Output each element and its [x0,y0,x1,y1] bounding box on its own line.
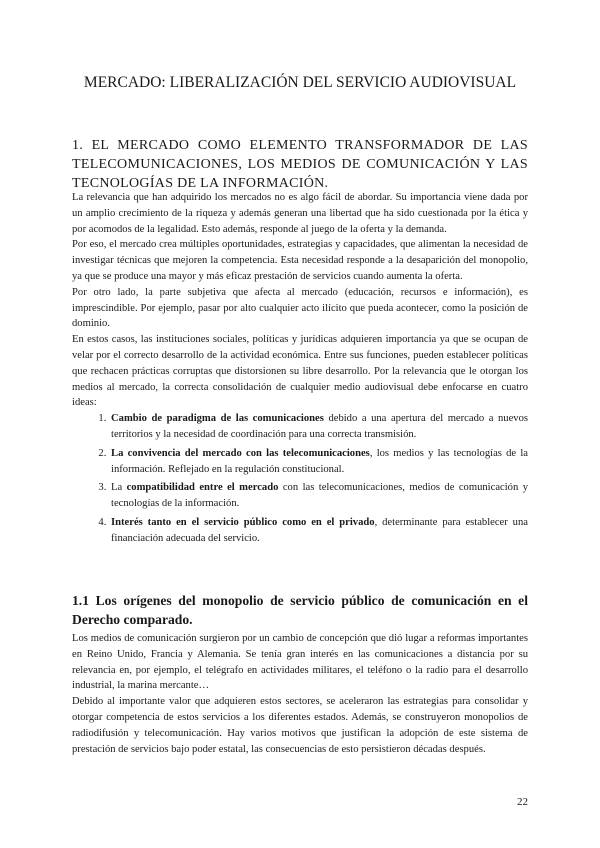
paragraph: Los medios de comunicación surgieron por un cambio de concepción que dió lugar a reformas importantes en Reino Unido, Francia y Alemania. Se tenía gran interés en las comunicaciones a distancia por su relevancia en, por ejemplo, el telégrafo en actividades militares, el teléfono o la radio para el desarrollo industrial, la marina mercante… [72,633,528,692]
paragraph: Debido al importante valor que adquieren estos sectores, se aceleraron las estrategias para consolidar y otorgar competencia de estos servicios a los diferentes estados. Además, se construyeron monopolios de radiodifusión y telecomunicación. Hay varios motivos que justifican la adopción de este sistema de prestación de servicios bajo poder estatal, las consecuencias de esto persistieron décadas después. [72,696,528,755]
list-item-bold: Cambio de paradigma de las comunicaciones [111,413,324,425]
section-1-heading: 1. EL MERCADO COMO ELEMENTO TRANSFORMADOR DE LAS TELECOMUNICACIONES, LOS MEDIOS DE COMUNICACIÓN Y LAS TECNOLOGÍAS DE LA INFORMACIÓN. [72,138,528,191]
list-item-prefix: La [111,482,127,494]
section-1-1-heading: 1.1 Los orígenes del monopolio de servicio público de comunicación en el Derecho comparado. [72,593,528,627]
list-item [109,515,528,547]
paragraph: Por otro lado, la parte subjetiva que afecta al mercado (educación, recursos e información), es imprescindible. Por ejemplo, pasar por alto cualquier acto ilícito que pueda acontecer, como la posición de dominio. [72,286,528,330]
list-item-bold: compatibilidad entre el mercado [126,482,279,494]
list-item [109,446,528,478]
list-item-text: , determinante para establecer una financiación adecuada del servicio. [111,516,528,544]
paragraph: Por eso, el mercado crea múltiples oportunidades, estrategias y capacidades, que alimentan la necesidad de investigar técnicas que mejoren la competencia. Esta necesidad responde a la desaparición del monopolio, ya que se produce una mayor y más eficaz prestación de servicios cuando aumenta la oferta. [72,239,528,282]
section-1-1-body [72,631,528,757]
section-1-body [72,190,528,547]
document-title: MERCADO: LIBERALIZACIÓN DEL SERVICIO AUDIOVISUAL [83,74,517,91]
list-item [109,411,528,443]
ideas-list [72,411,528,546]
paragraph: En estos casos, las instituciones sociales, políticas y jurídicas adquieren importancia ya que se ocupan de velar por el correcto desarrollo de la actividad económica. Entre sus funciones, pueden establecer políticas que rechacen prácticas corruptas que distorsionen su libre desarrollo. Por la relevancia que le otorgan los medios al mercado, la correcta consolidación de cualquier medio audiovisual debe enfocarse en cuatro ideas: [72,334,528,409]
list-item-text: con las telecomunicaciones, medios de comunicación y tecnologías de la información. [111,482,528,510]
list-item-bold: Interés tanto en el servicio público como en el privado [111,516,375,528]
list-item [109,480,528,512]
list-item-bold: La convivencia del mercado con las telecomunicaciones [111,447,370,459]
page-number: 22 [517,796,528,808]
list-item-text: debido a una apertura del mercado a nuevos territorios y la necesidad de coordinación para una correcta transmisión. [111,413,528,440]
list-item-text: , los medios y las tecnologías de la información. Reflejado en la regulación constitucional. [111,447,528,475]
paragraph: La relevancia que han adquirido los mercados no es algo fácil de abordar. Su importancia viene dada por un amplio crecimiento de la riqueza y además generan una libertad que ha sido cuestionada por la ética y por acomodos de la legalidad. Esto además, responde al juego de la oferta y la demanda. [72,192,528,235]
